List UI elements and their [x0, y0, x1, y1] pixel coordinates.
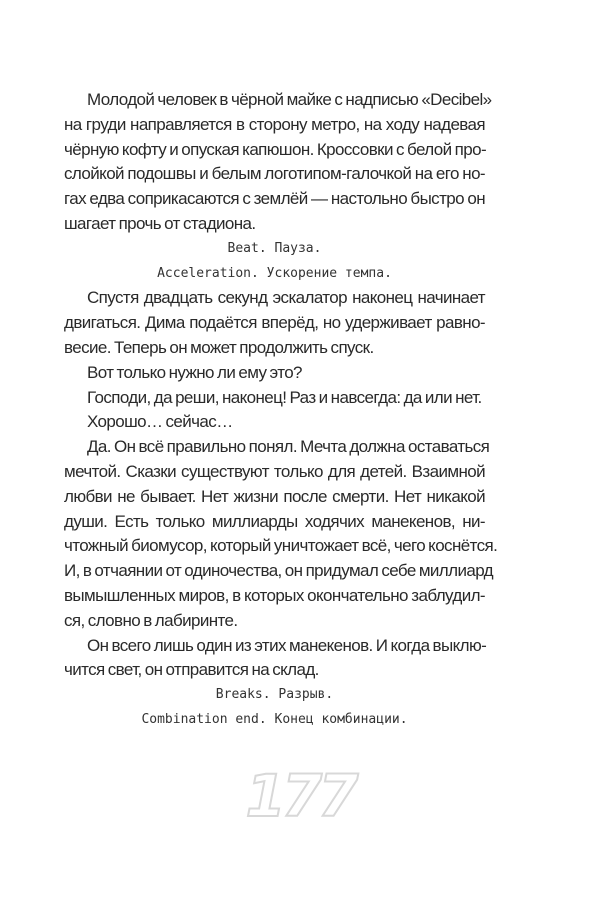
text-line: чёрную кофту и опуская капюшон. Кроссовки с белой про- — [64, 139, 487, 159]
text-line: шагает прочь от стадиона. — [64, 213, 256, 233]
text-line: души. Есть только миллиарды ходячих манекенов, ни- — [64, 511, 485, 531]
text-line: И, в отчаянии от одиночества, он придумал себе миллиард — [64, 561, 493, 581]
page-number: 177 — [245, 762, 355, 830]
text-line: Спустя двадцать секунд эскалатор наконец начинает — [87, 288, 485, 308]
text-line: на груди направляется в сторону метро, на ходу надевая — [64, 114, 485, 134]
paragraph — [64, 634, 485, 684]
paragraph: Господи, да реши, наконец! Раз и навсегда: да или нет. — [87, 387, 482, 407]
text-line: Он всего лишь один из этих манекенов. И когда выклю- — [87, 635, 487, 655]
text-line: ся, словно в лабиринте. — [64, 610, 238, 630]
text-line: Да. Он всё правильно понял. Мечта должна оставаться — [87, 437, 490, 457]
paragraph — [64, 88, 492, 237]
cue-block — [64, 237, 485, 287]
text-line: чтожный биомусор, который уничтожает всё, чего коснётся. — [64, 536, 498, 556]
cue-block — [64, 683, 485, 733]
page-body — [64, 88, 498, 733]
text-line: двигаться. Дима подаётся вперёд, но удерживает равно- — [64, 313, 485, 333]
text-line: вымышленных миров, в которых окончательно заблудил- — [64, 585, 485, 605]
text-line: мечтой. Сказки существуют только для детей. Взаимной — [64, 461, 485, 481]
paragraph: Вот только нужно ли ему это? — [87, 362, 302, 382]
text-line: чится свет, он отправится на склад. — [64, 660, 319, 680]
paragraph: Хорошо… сейчас… — [87, 412, 233, 432]
cue-line: Breaks. Разрыв. — [215, 687, 334, 703]
text-line: Молодой человек в чёрной майке с надписью «Decibel» — [87, 90, 492, 109]
text-line: весие. Теперь он может продолжить спуск. — [64, 337, 374, 357]
cue-line: Beat. Пауза. — [227, 240, 322, 256]
text-line: любви не бывает. Нет жизни после смерти. Нет никакой — [64, 486, 485, 506]
text-line: слойкой подошвы и белым логотипом-галочкой на его но- — [64, 164, 485, 184]
cue-line: Acceleration. Ускорение темпа. — [157, 265, 392, 281]
paragraph — [64, 435, 498, 633]
cue-line: Combination end. Конец комбинации. — [141, 711, 408, 727]
text-line: гах едва соприкасаются с землёй — настольно быстро он — [64, 189, 485, 209]
paragraph — [64, 286, 485, 360]
